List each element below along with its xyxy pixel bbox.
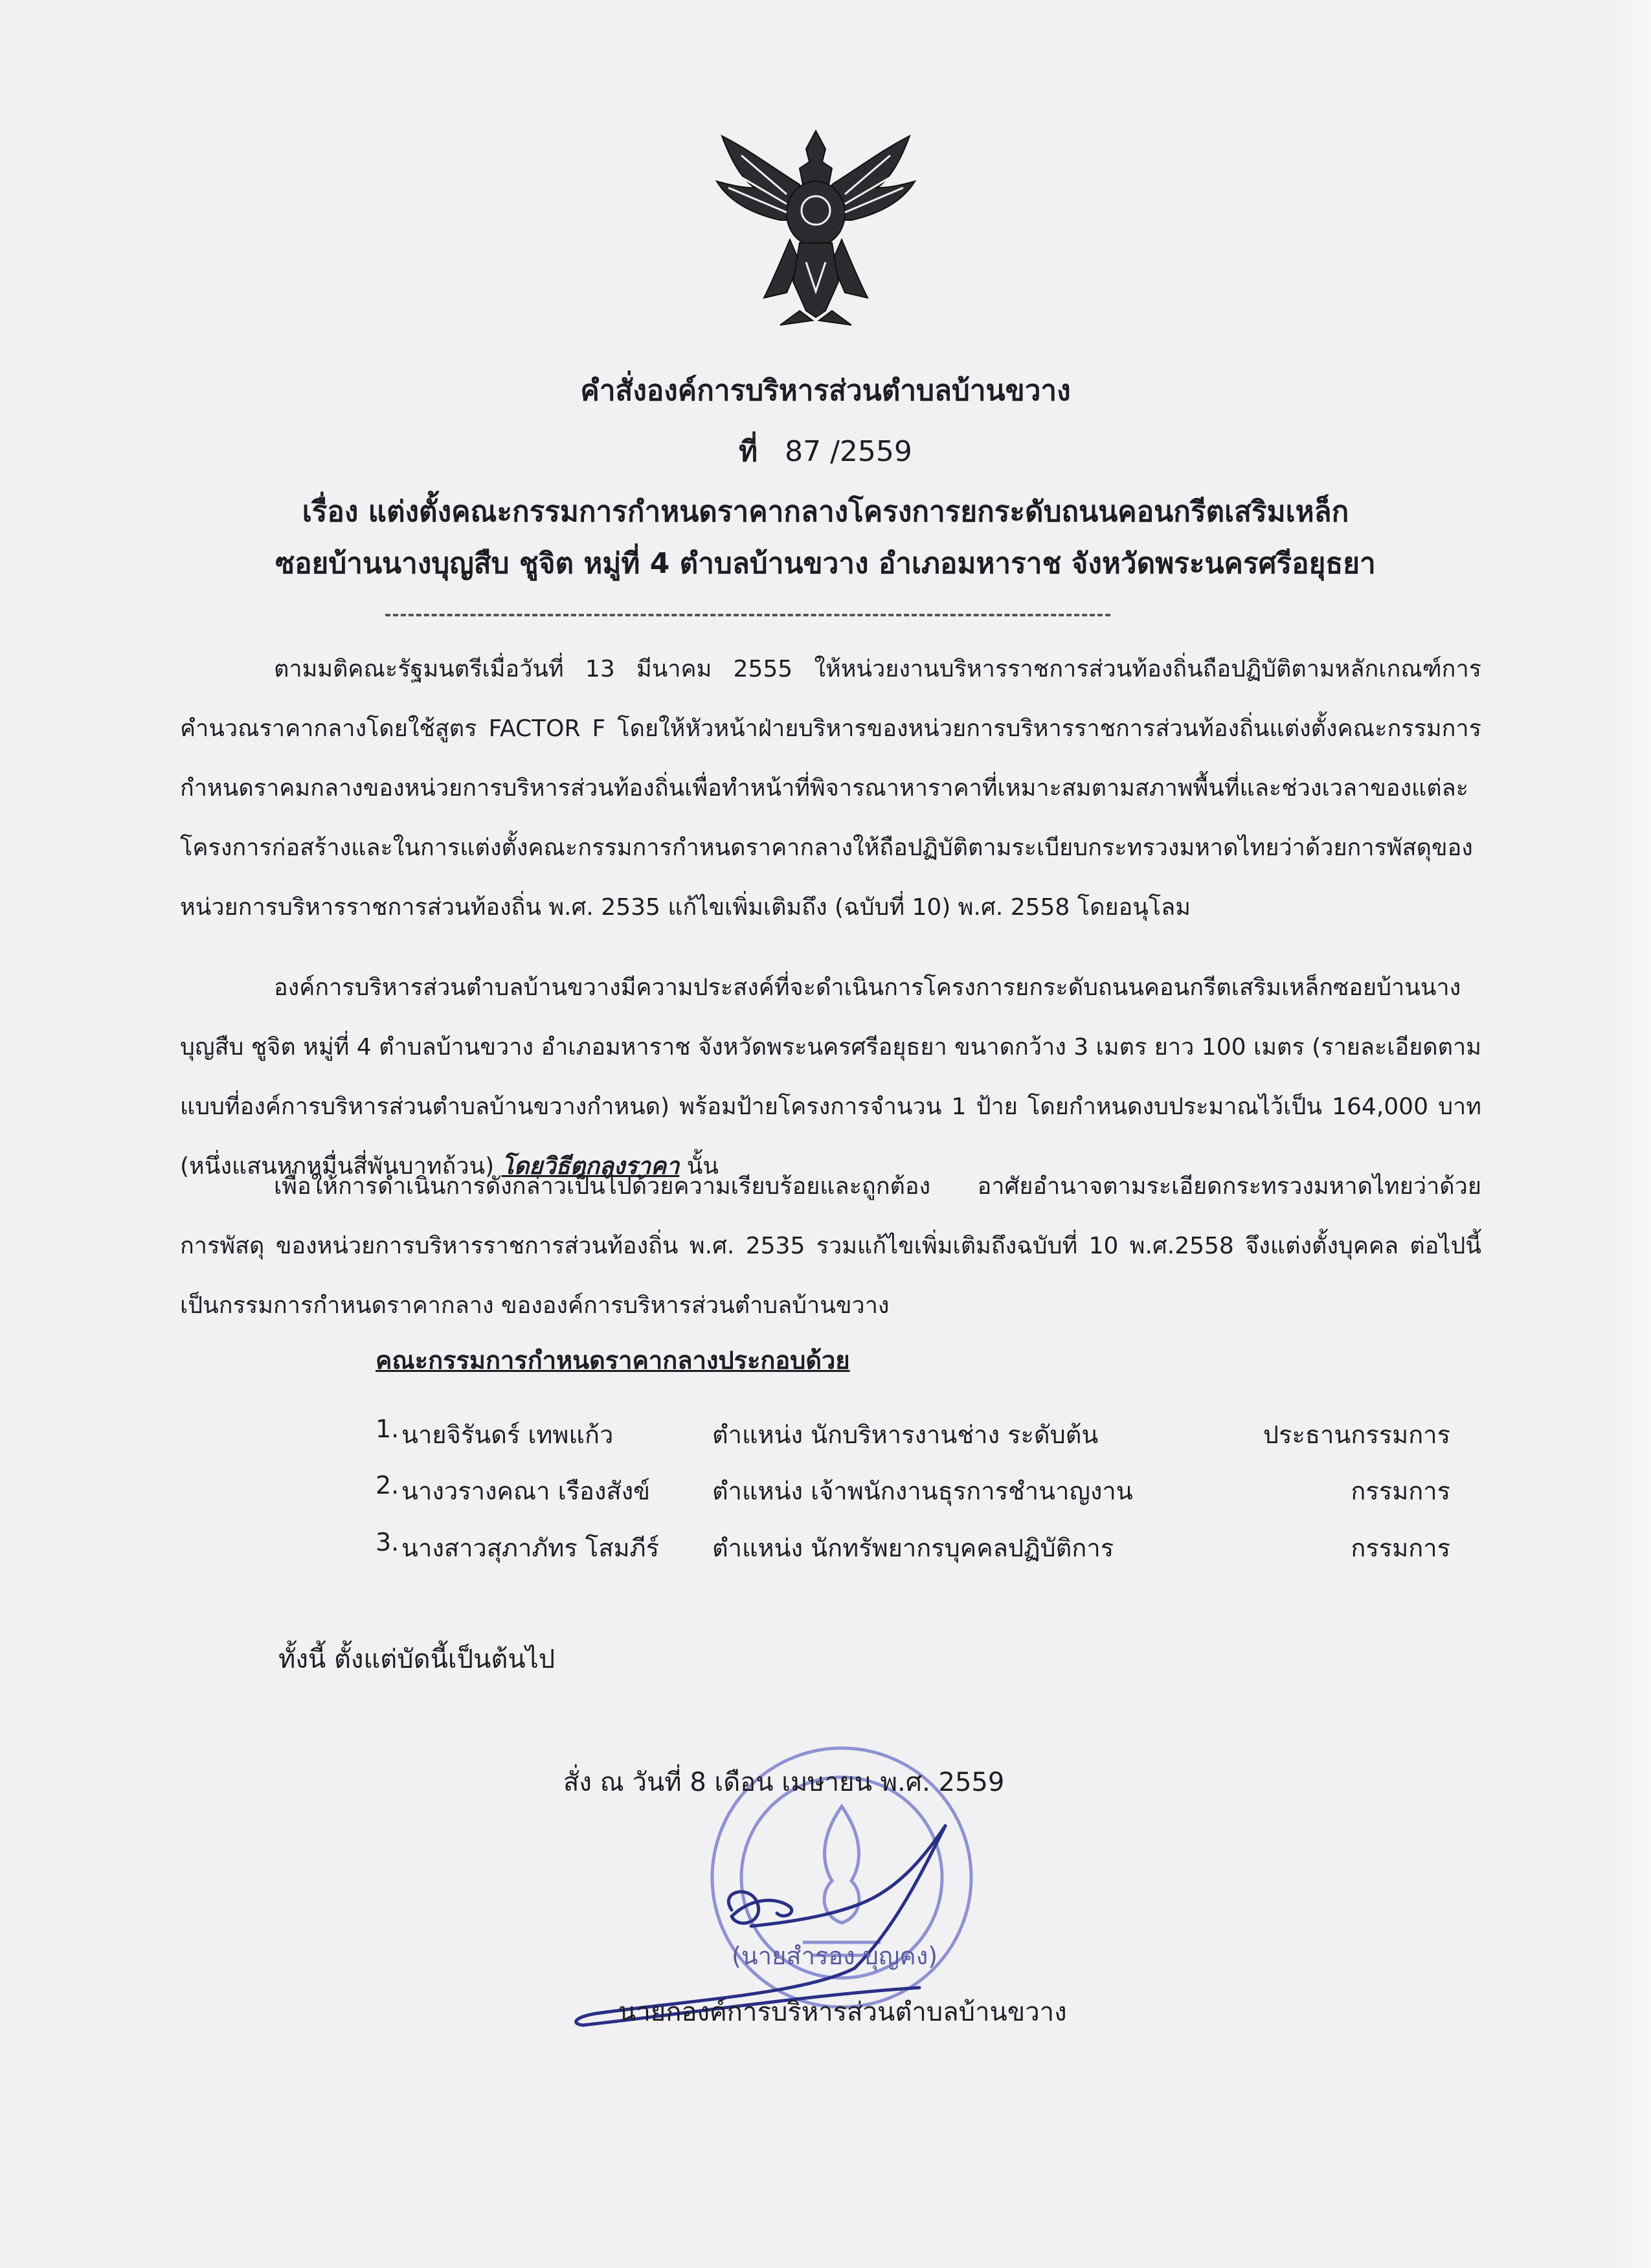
- member-role: กรรมการ: [1351, 1534, 1450, 1562]
- signatory-title: นายกองค์การบริหารส่วนตำบลบ้านขวาง: [618, 1997, 1067, 2027]
- paragraph-3: [180, 1157, 1481, 1336]
- paragraph-2-end: นั้น: [686, 1153, 719, 1180]
- dashed-divider: [385, 614, 1110, 616]
- committee-heading: คณะกรรมการกำหนดราคากลางประกอบด้วย: [376, 1346, 850, 1375]
- member-position: ตำแหน่ง นักทรัพยากรบุคคลปฏิบัติการ: [712, 1534, 1114, 1562]
- paragraph-1: [180, 640, 1481, 938]
- member-position: ตำแหน่ง นักบริหารงานช่าง ระดับต้น: [712, 1420, 1099, 1449]
- scan-edge: [1612, 0, 1651, 2268]
- member-name: นางวรางคณา เรืองสังข์: [401, 1477, 651, 1505]
- signatory-name: (นายสำรอง บุญคง): [732, 1942, 938, 1970]
- subject-line-2: ซอยบ้านนางบุญสืบ ชูจิต หมู่ที่ 4 ตำบลบ้านขวาง อำเภอมหาราช จังหวัดพระนครศรีอยุธยา: [275, 547, 1376, 580]
- committee-member: [376, 1528, 1450, 1580]
- member-name: นางสาวสุภาภัทร โสมภีร์: [401, 1534, 660, 1562]
- garuda-emblem-icon: [702, 123, 929, 330]
- order-date: สั่ง ณ วันที่ 8 เดือน เมษายน พ.ศ. 2559: [563, 1768, 1005, 1797]
- member-number: 1.: [376, 1415, 399, 1443]
- member-number: 2.: [376, 1471, 399, 1499]
- subject-line-1: เรื่อง แต่งตั้งคณะกรรมการกำหนดราคากลางโครงการยกระดับถนนคอนกรีตเสริมเหล็ก: [302, 495, 1349, 528]
- paragraph-1-text: ตามมติคณะรัฐมนตรีเมื่อวันที่ 13 มีนาคม 2555 ให้หน่วยงานบริหารราชการส่วนท้องถิ่นถือปฏิบัติตามหลักเกณฑ์การคำนวณราคากลางโดยใช้สูตร FACTOR F โดยให้หัวหน้าฝ่ายบริหารของหน่วยการบริหารราชการส่วนท้องถิ่นแต่งตั้งคณะกรรมการกำหนดราคมกลางของหน่วยการบริหารส่วนท้องถิ่นเพื่อทำหน้าที่พิจารณาหาราคาที่เหมาะสมตามสภาพพื้นที่และช่วงเวลาของแต่ละโครงการก่อสร้างและในการแต่งตั้งคณะกรรมการกำหนดราคากลางให้ถือปฏิบัติตามระเบียบกระทรวงมหาดไทยว่าด้วยการพัสดุของหน่วยการบริหารราชการส่วนท้องถิ่น พ.ศ. 2535 แก้ไขเพิ่มเติมถึง (ฉบับที่ 10) พ.ศ. 2558 โดยอนุโลม: [180, 656, 1481, 921]
- order-number-label: ที่: [739, 435, 758, 468]
- member-position: ตำแหน่ง เจ้าพนักงานธุรการชำนาญงาน: [712, 1477, 1133, 1505]
- procurement-method: โดยวิธีตกลงราคา: [501, 1153, 680, 1180]
- committee-member: [376, 1415, 1450, 1466]
- paragraph-3-text: เพื่อให้การดำเนินการดังกล่าวเป็นไปด้วยความเรียบร้อยและถูกต้อง อาศัยอำนาจตามระเอียดกระทรวงมหาดไทยว่าด้วยการพัสดุ ของหน่วยการบริหารราชการส่วนท้องถิ่น พ.ศ. 2535 รวมแก้ไขเพิ่มเติมถึงฉบับที่ 10 พ.ศ.2558 จึงแต่งตั้งบุคคล ต่อไปนี้เป็นกรรมการกำหนดราคากลาง ขององค์การบริหารส่วนตำบลบ้านขวาง: [180, 1173, 1481, 1319]
- order-number: [0, 429, 1651, 474]
- closing-statement: ทั้งนี้ ตั้งแต่บัดนี้เป็นต้นไป: [278, 1645, 556, 1674]
- member-role: ประธานกรรมการ: [1263, 1420, 1450, 1449]
- committee-member: [376, 1471, 1450, 1523]
- member-name: นายจิรันดร์ เทพแก้ว: [401, 1420, 614, 1449]
- member-role: กรรมการ: [1351, 1477, 1450, 1505]
- order-number-value: 87 /2559: [785, 435, 912, 468]
- order-title: คำสั่งองค์การบริหารส่วนตำบลบ้านขวาง: [580, 374, 1071, 407]
- paragraph-2-text: องค์การบริหารส่วนตำบลบ้านขวางมีความประสงค์ที่จะดำเนินการโครงการยกระดับถนนคอนกรีตเสริมเหล็กซอยบ้านนางบุญสืบ ชูจิต หมู่ที่ 4 ตำบลบ้านขวาง อำเภอมหาราช จังหวัดพระนครศรีอยุธยา ขนาดกว้าง 3 เมตร ยาว 100 เมตร (รายละเอียดตามแบบที่องค์การบริหารส่วนตำบลบ้านขวางกำหนด) พร้อมป้ายโครงการจำนวน 1 ป้าย โดยกำหนดงบประมาณไว้เป็น 164,000 บาท (หนึ่งแสนหกหมื่นสี่พันบาทถ้วน): [180, 974, 1481, 1180]
- member-number: 3.: [376, 1528, 399, 1556]
